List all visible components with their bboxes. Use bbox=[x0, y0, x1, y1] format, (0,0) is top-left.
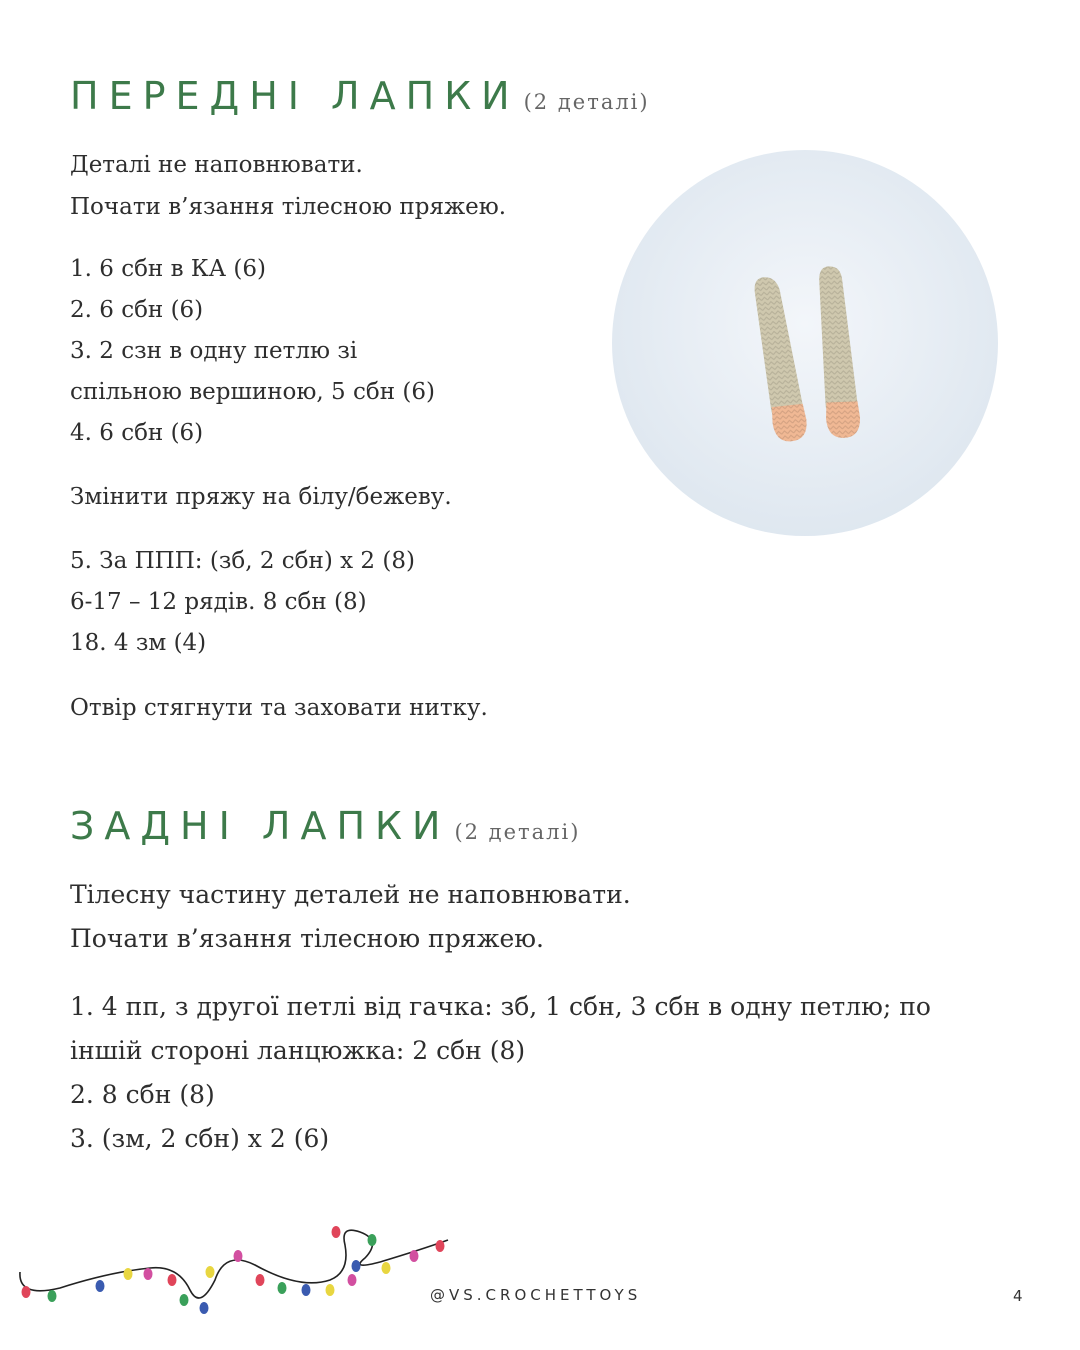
light-bulb-icon bbox=[348, 1274, 357, 1286]
light-bulb-icon bbox=[382, 1262, 391, 1274]
page-number: 4 bbox=[1013, 1287, 1023, 1305]
string-lights-decoration bbox=[0, 1210, 470, 1330]
instruction-step: 3. (зм, 2 сбн) х 2 (6) bbox=[70, 1124, 330, 1153]
instruction-step: 2. 6 сбн (6) bbox=[70, 297, 204, 323]
instruction-step: 2. 8 сбн (8) bbox=[70, 1080, 215, 1109]
light-bulb-icon bbox=[368, 1234, 377, 1246]
light-bulb-icon bbox=[180, 1294, 189, 1306]
light-bulb-icon bbox=[256, 1274, 265, 1286]
instruction-line: Почати в’язання тілесною пряжею. bbox=[70, 194, 507, 220]
light-bulb-icon bbox=[410, 1250, 419, 1262]
crochet-legs-photo bbox=[612, 150, 998, 536]
light-bulb-icon bbox=[168, 1274, 177, 1286]
light-bulb-icon bbox=[48, 1290, 57, 1302]
section-title-text: ЗАДНІ ЛАПКИ bbox=[70, 804, 451, 848]
instruction-step: 5. За ППП: (зб, 2 сбн) х 2 (8) bbox=[70, 548, 415, 574]
section-title-back-legs bbox=[70, 804, 580, 848]
instruction-step: іншій стороні ланцюжка: 2 сбн (8) bbox=[70, 1036, 526, 1065]
instruction-step: 1. 4 пп, з другої петлі від гачка: зб, 1 сбн, 3 сбн в одну петлю; по bbox=[70, 992, 931, 1021]
light-bulb-icon bbox=[144, 1268, 153, 1280]
light-bulb-icon bbox=[124, 1268, 133, 1280]
light-bulb-icon bbox=[352, 1260, 361, 1272]
section-title-front-legs bbox=[70, 74, 650, 118]
light-bulb-icon bbox=[96, 1280, 105, 1292]
light-bulb-icon bbox=[22, 1286, 31, 1298]
instruction-step: спільною вершиною, 5 сбн (6) bbox=[70, 379, 435, 405]
light-bulb-icon bbox=[206, 1266, 215, 1278]
instruction-line: Отвір стягнути та заховати нитку. bbox=[70, 695, 488, 721]
light-bulb-icon bbox=[436, 1240, 445, 1252]
light-bulb-icon bbox=[278, 1282, 287, 1294]
instruction-line: Тілесну частину деталей не наповнювати. bbox=[70, 880, 631, 909]
instruction-step: 6-17 – 12 рядів. 8 сбн (8) bbox=[70, 589, 367, 615]
instruction-step: 1. 6 сбн в КА (6) bbox=[70, 256, 266, 282]
instruction-line: Змінити пряжу на білу/бежеву. bbox=[70, 484, 452, 510]
light-bulb-icon bbox=[326, 1284, 335, 1296]
light-bulb-icon bbox=[332, 1226, 341, 1238]
instruction-line: Почати в’язання тілесною пряжею. bbox=[70, 924, 544, 953]
section-subtitle: (2 деталі) bbox=[523, 90, 650, 114]
author-handle: @VS.CROCHETTOYS bbox=[430, 1286, 642, 1304]
instruction-line: Деталі не наповнювати. bbox=[70, 152, 363, 178]
section-subtitle: (2 деталі) bbox=[454, 820, 581, 844]
instruction-step: 4. 6 сбн (6) bbox=[70, 420, 204, 446]
instruction-step: 18. 4 зм (4) bbox=[70, 630, 207, 656]
light-bulb-icon bbox=[302, 1284, 311, 1296]
light-bulb-icon bbox=[234, 1250, 243, 1262]
section-title-text: ПЕРЕДНІ ЛАПКИ bbox=[70, 74, 520, 118]
light-bulb-icon bbox=[200, 1302, 209, 1314]
photo-illustration bbox=[612, 150, 998, 536]
instruction-step: 3. 2 сзн в одну петлю зі bbox=[70, 338, 358, 364]
